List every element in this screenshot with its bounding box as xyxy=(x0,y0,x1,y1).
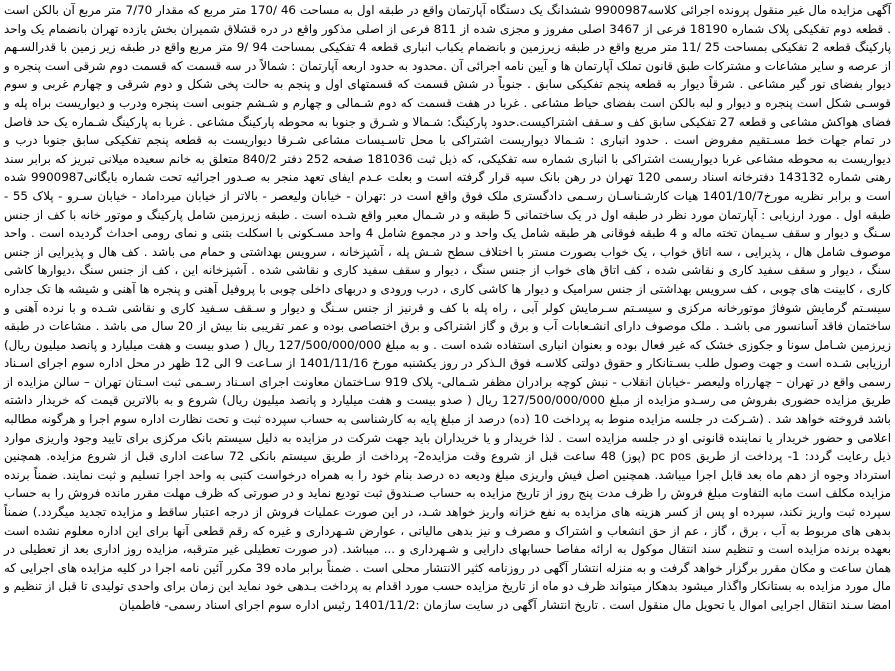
notice-body-text: آگهی مزایده مال غیر منقول پرونده اجرائی کلاسه9900987 ششدانگ یک دستگاه آپارتمان واقع در طبقه اول به مساحت 46 /170 متر مربع که مقدار 7/70 متر مربع آن بالکن است . قطعه دوم تفکیکی پلاک شماره 18190 فرعی از 3467 اصلی مفروز و مجزی شده از 811 فرعی از اصلی مذکور واقع در دره قشلاق شمیران بخش یازده تهران بانضمام یک واحد پارکینگ قطعه 2 تفکیکی بمساحت 25 /11 متر مربع واقع در طبقه زیرزمین و بانضمام یکباب انباری قطعه 4 تفکیکی بمساحت 94 /9 متر مربع واقع در طبقه زیر زمین با قدرالسـهم از عرصه و سایر مشاعات و مشترکات طبق قانون تملک آپارتمان ها و آیین نامه اجرائی آن .محدود به حدود اربعه آپارتمان : شمالاً در سه قسمت که قسمت دوم شرقی است پنجره و دیوار بفضای نور گیر مشاعی . شرقاً دیوار به قطعه پنجم تفکیکی سابق . جنوباً در شش قسمت که قسمتهای اول و پنجم به حالت پخی شکل و دوم شرقی و چهارم غربی و سوم قوسـی شکل است پنجره و دیوار و لبه بالکن است بفضای حیاط مشاعی . غربا در هفت قسمت که دوم شـمالی و چهارم و شـشم جنوبی است پنجره ودرب و دیواریست براه پله و فضای هواکش مشاعی و قطعه 27 تفکیکی سابق کف و سـقف اشتراکیست.حدود پارکینگ: شـمالا و شـرق و جنوبا به محوطه پارکینگ مشاعی . غربا به پارکینگ شـماره یک حد فاصل در تمام جهات خط مسـتقیم مفروض است . حدود انباری : شـمالا دیواریست اشتراکی با محل تاسـیسات مشاعی شـرقا دیواریست به قطعه پنجم تفکیکی سابق جنوبا درب و دیواریست به محوطه مشاعی غربا دیواریست اشتراکی با انباری شماره سه تفکیکی، که ذیل ثبت 181036 صفحه 252 دفتر 840/2 متعلق به خانم سعیده میلانی تبریز که برابر سند رهنی شماره 143132 دفترخانه اسناد رسمی 120 تهران در رهن بانک سپه قرار گرفته است و بعلت عـدم ایفای تعهد منجر به صـدور اجرائیه تحت شماره بایگانی9900987 شده است و برابر نظریه مورخ1401/10/7 هیات کارشـناسـان رسـمی دادگستری ملک فوق واقع است در :تهران - خیابان ولیعصر - بالاتر از خیابان میرداماد - خیابان سـرو - پلاک 55 - طبقه اول . مورد ارزیابی : آپارتمان مورد نظر در طبقه اول در یک ساختمانی 5 طبقه و در شـمال معبر واقع شـده است . طبقه زیرزمین شامل پارکینگ و موتور خانه با کف از جنس سـنگ و دیوار و سقف سـیمان تخته ماله و 4 طبقه فوقانی هر طبقه شامل یک واحد و در مجموع شامل 4 واحد مسـکونی با اسکلت بتنی و نمای رومی احداث گردیده است . واحد موصوف شامل هال ، پذیرایی ، سه اتاق خواب ، یک خواب بصورت مستر با اختلاف سطح شـش پله ، آشپزخانه ، سرویس بهداشتی و حمام می باشد . کف هال و پذیرایی از جنس سنگ ، دیوار و سقف سفید کاری و نقاشی شده ، کف اتاق های خواب از جنس سنگ ، دیوار و سقف سفید کاری و نقاشی شده . آشپزخانه این ، کف از جنس سنگ ،دیوارها کاشی کاری ، کابینت های چوبی ، کف سرویس بهداشتی از جنس سرامیک و دیوار ها کاشی کاری ، درب ورودی و دربهای داخلی چوبی با پروفیل آهنی و پنجره ها آهنی و شیشه ها تک جداره سیسـتم گرمایش شوفاژ موتورخانه مرکزی و سیسـتم سـرمایش کولر آبی ، راه پله با کف و قرنیز از جنس سـنگ و دیوار و سـقف سـفید کاری و نقاشی شـده و با نرده آهنی و ساختمان فاقد آسانسور می باشـد . ملک موصوف دارای انشـعابات آب و برق و گاز اشتراکی و برق اختصاصی بوده و عمر تقریبی بنا بیش از 20 سال می باشد . مشاعات در طبقه زیرزمین شـامل سونا و جکوزی خشک که غیر فعال بوده و بعنوان انباری استفاده شده است . و به مبلغ 127/500/000/000 ریال ( صدو بیست و هفت میلیارد و پانصد میلیون ریال) ارزیابی شـده است و جهت وصول طلب بسـتانکار و حقوق دولتی کلاسـه فوق الـذکر در روز یکشنبه مورخ 1401/11/16 از سـاعت 9 الی 12 ظهر در محل اداره سوم اجرای اسـناد رسمی واقع در تهران – چهارراه ولیعصر -خیابان انقلاب - نبش کوچه برادران مظفر شـمالی- پلاک 919 سـاختمان معاونت اجرای اسـناد رسـمی ثبت اسـتان تهران – سالن مزایده از طریق مزایده حضوری بفروش می رسـدو مزایده از مبلغ 127/500/000/000 ریال ( صدو بیست و هفت میلیارد و پانصد میلیون ریال) شروع و به بالاترین قیمت که خریدار داشته باشد فروخته خواهد شد . (شـرکت در جلسه مزایده منوط به پرداخت 10 (ده) درصد از مبلغ پایه به کارشناسی به حساب سپرده ثبت و تحت نظارت اداره سوم اجرا و هرگونه مطالبه اعلامی و حضور خریدار یا نماینده قانونی او در جلسه مزایده است . لذا خریدار و یا خریداران باید جهت شرکت در مزایده به دلیل سیستم بانک مرکزی برای تایید وجود واریزی موارد ذیل رعایت گردد: 1- پرداخت از طریق pc pos (پوز) 48 ساعت قبل از شروع وقت مزایده2- پرداخت از طریق سیستم بانکی 72 ساعت اداری قبل از شروع مزایده. همچنین استرداد وجوه از دهم ماه بعد قابل اجرا میباشد. همچنین اصل فیش واریزی مبلغ ودیعه ده درصد بنام خود را به همراه درخواست کتبی به واحد اجرا تسلیم و ثبت نمایند. ضمناً برنده مزایده مکلف است مابه التفاوت مبلغ فروش را ظرف مدت پنج روز از تاریخ مزایده به حساب صـندوق ثبت تودیع نماید و در صورتی که ظرف مهلت مقرر مانده فروش را به حساب سپرده ثبت واریز نکند، سپرده او پس از کسر هزینه های مزایده به نفع خزانه واریز خواهد شـد، در این صورت عملیات فروش از درجه اعتبار ساقط و مزایده تجدید میگردد.) ضمناً بدهی های مربوط به آب ، برق ، گاز ، عم از حق انشعاب و اشتراک و مصرف و نیز بدهی مالیاتی ، عوارض شـهرداری و غیره که رقم قطعی آنها برای این اداره معلوم نشده است بعهده برنده مزایده است و تنظیم سند انتقال موکول به ارائه مفاصا حسابهای دارایی و شـهرداری و ... میباشد. (در صورت تعطیلی غیر مترقبه، مزایده روز اداری بعد از تعطیلی در همان ساعت و مکان مقرر برگزار خواهد گرفت و به منزله انتشار آگهی در روزنامه کثیر الانتشار محلی است . ضمناً برابر ماده 39 مکرر آئین نامه اجرا در کلیه مزایده های اجرایی که مال مورد مزایده به بستانکار واگذار میشود بدهکار میتواند ظرف دو ماه از تاریخ مزایده حسب مورد اقدام به پرداخت بـدهی خود نماید این زمان برای واحدی تولیدی تا قبل از تنظیم و امضا سـند انتقال اجرایی اموال یا تحویل مال منقول است . تاریخ انتشار آگهی در سایت سازمان :1401/11/2 رئیس اداره سوم اجرای اسناد رسمی- فاطمیان xyxy=(4,3,892,612)
